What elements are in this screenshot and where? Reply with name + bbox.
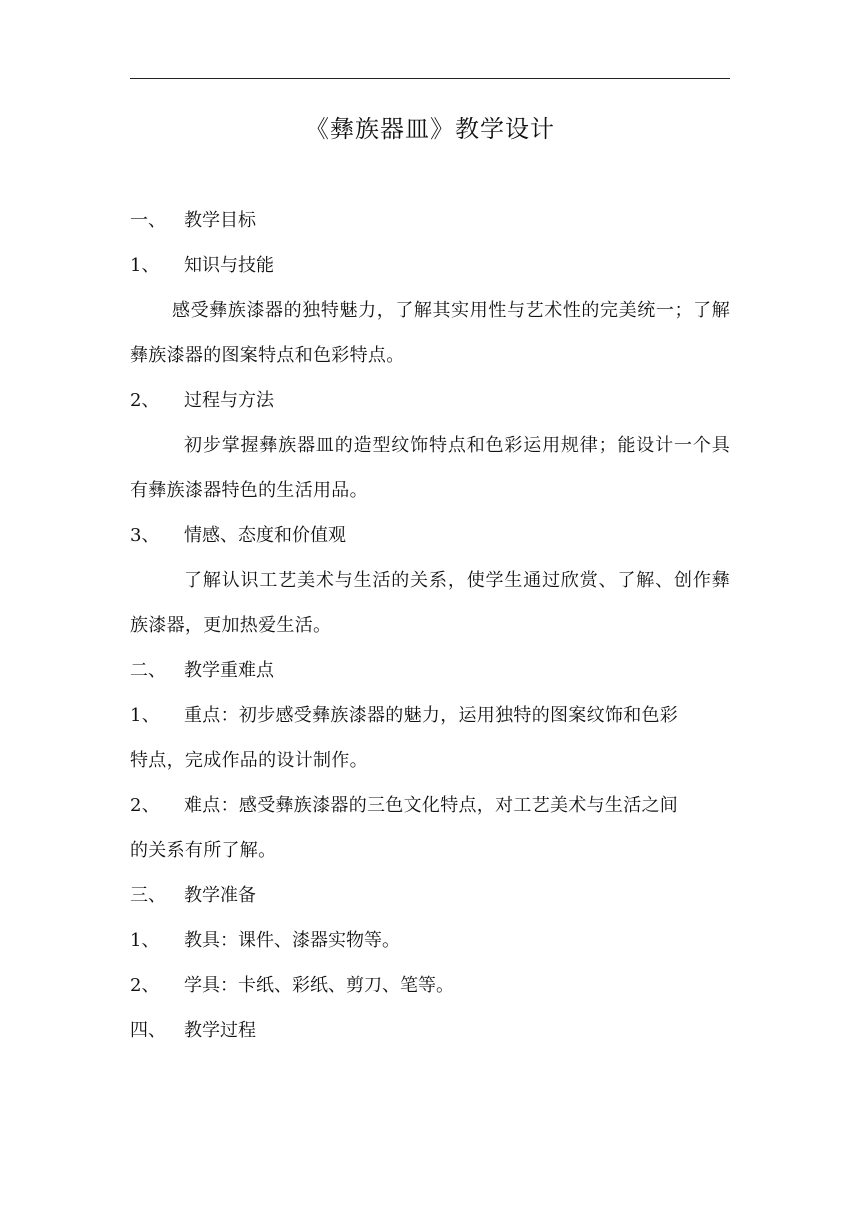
item-number: 1、 [130, 929, 160, 951]
subsection-heading [130, 378, 730, 423]
subsection-label: 情感、态度和价值观 [184, 524, 346, 546]
subsection-number: 2、 [130, 389, 160, 411]
paragraph: 初步掌握彝族器皿的造型纹饰特点和色彩运用规律；能设计一个具有彝族漆器特色的生活用品。 [130, 435, 730, 501]
list-item [130, 963, 730, 1008]
item-number: 2、 [130, 974, 160, 996]
numbered-paragraph-first-line [130, 693, 730, 738]
section-number: 一、 [130, 209, 166, 231]
section-heading [130, 873, 730, 918]
item-number: 2、 [130, 795, 161, 816]
item-text-line2: 特点，完成作品的设计制作。 [130, 750, 368, 771]
item-text: 学具：卡纸、彩纸、剪刀、笔等。 [184, 974, 454, 996]
section-number: 三、 [130, 884, 166, 906]
numbered-paragraph [130, 693, 730, 783]
section-label: 教学重难点 [184, 659, 274, 681]
item-text-line2: 的关系有所了解。 [130, 840, 277, 861]
subsection-number: 1、 [130, 254, 160, 276]
section-heading [130, 648, 730, 693]
section-number: 二、 [130, 659, 166, 681]
item-text: 教具：课件、漆器实物等。 [184, 929, 400, 951]
subsection-number: 3、 [130, 524, 160, 546]
subsection-label: 过程与方法 [184, 389, 274, 411]
paragraph: 了解认识工艺美术与生活的关系，使学生通过欣赏、了解、创作彝族漆器，更加热爱生活。 [130, 570, 730, 636]
numbered-paragraph-first-line [130, 783, 730, 828]
subsection-heading [130, 513, 730, 558]
section-label: 教学过程 [184, 1019, 256, 1041]
paragraph: 感受彝族漆器的独特魅力，了解其实用性与艺术性的完美统一；了解彝族漆器的图案特点和色彩特点。 [130, 300, 730, 366]
section-heading [130, 1008, 730, 1053]
numbered-paragraph [130, 783, 730, 873]
list-item [130, 918, 730, 963]
item-text-line1: 难点：感受彝族漆器的三色文化特点，对工艺美术与生活之间 [184, 795, 679, 816]
document-body [130, 198, 730, 1053]
section-heading [130, 198, 730, 243]
item-text-line1: 重点：初步感受彝族漆器的魅力，运用独特的图案纹饰和色彩 [184, 705, 679, 726]
section-number: 四、 [130, 1019, 166, 1041]
section-label: 教学目标 [184, 209, 256, 231]
document-title: 《彝族器皿》教学设计 [305, 115, 555, 143]
item-number: 1、 [130, 705, 161, 726]
subsection-label: 知识与技能 [184, 254, 274, 276]
section-label: 教学准备 [184, 884, 256, 906]
subsection-heading [130, 243, 730, 288]
header-rule [130, 78, 730, 79]
